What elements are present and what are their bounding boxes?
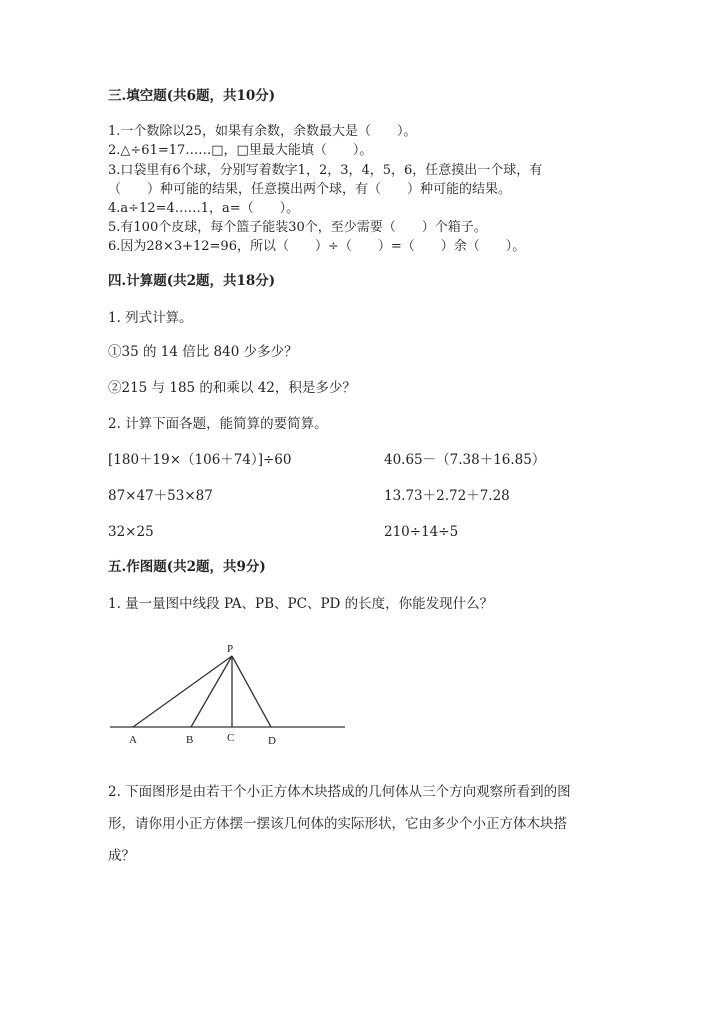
fill-blank-q3-line2: （ ）种可能的结果，任意摸出两个球，有（ ）种可能的结果。 — [108, 182, 512, 197]
point-b-label: B — [186, 734, 194, 746]
section3-title: 三.填空题(共6题，共10分) — [108, 88, 276, 104]
drawing-q2-line2: 形，请你用小正方体摆一摆该几何体的实际形状，它由多少个小正方体木块搭 — [108, 816, 567, 832]
fill-blank-q6: 6.因为28×3+12=96，所以（ ）÷（ ）=（ ）余（ ）。 — [108, 239, 526, 254]
segment-pb — [191, 656, 232, 727]
calc-q1-part-a: ①35 的 14 倍比 840 少多少？ — [108, 344, 298, 360]
drawing-q1-prompt: 1. 量一量图中线段 PA、PB、PC、PD 的长度，你能发现什么？ — [108, 596, 494, 612]
fill-blank-q3-line1: 3.口袋里有6个球，分别写着数字1，2，3，4，5，6，任意摸出一个球，有 — [108, 163, 543, 178]
calc-q1-prompt: 1. 列式计算。 — [108, 310, 193, 326]
fill-blank-q5: 5.有100个皮球，每个篮子能装30个，至少需要（ ）个箱子。 — [108, 220, 487, 235]
fill-blank-q1: 1.一个数除以25，如果有余数，余数最大是（ ）。 — [108, 124, 417, 139]
expression-4: 13.73＋2.72＋7.28 — [384, 488, 510, 504]
segment-pd — [232, 656, 271, 727]
expression-6: 210÷14÷5 — [384, 524, 459, 540]
fill-blank-q2: 2.△÷61=17……□，□里最大能填（ ）。 — [108, 143, 373, 158]
expression-3: 87×47＋53×87 — [108, 488, 213, 504]
point-d-label: D — [268, 735, 276, 747]
point-c-label: C — [227, 732, 235, 744]
expression-2: 40.65－（7.38＋16.85） — [384, 452, 546, 468]
point-p-label: P — [227, 643, 234, 655]
segment-pa — [133, 656, 232, 727]
section5-title: 五.作图题(共2题，共9分) — [108, 559, 266, 575]
fill-blank-q4: 4.a÷12=4……1，a=（ ）。 — [108, 201, 300, 216]
section4-title: 四.计算题(共2题，共18分) — [108, 273, 276, 289]
expression-5: 32×25 — [108, 524, 154, 540]
calc-q2-prompt: 2. 计算下面各题，能简算的要简算。 — [108, 416, 328, 432]
drawing-q2-line3: 成？ — [108, 848, 135, 864]
point-a-label: A — [129, 734, 137, 746]
expression-1: [180＋19×（106＋74）]÷60 — [108, 452, 292, 468]
drawing-q2-line1: 2. 下面图形是由若干个小正方体木块搭成的几何体从三个方向观察所看到的图 — [108, 784, 571, 800]
calc-q1-part-b: ②215 与 185 的和乘以 42，积是多少？ — [108, 380, 356, 396]
